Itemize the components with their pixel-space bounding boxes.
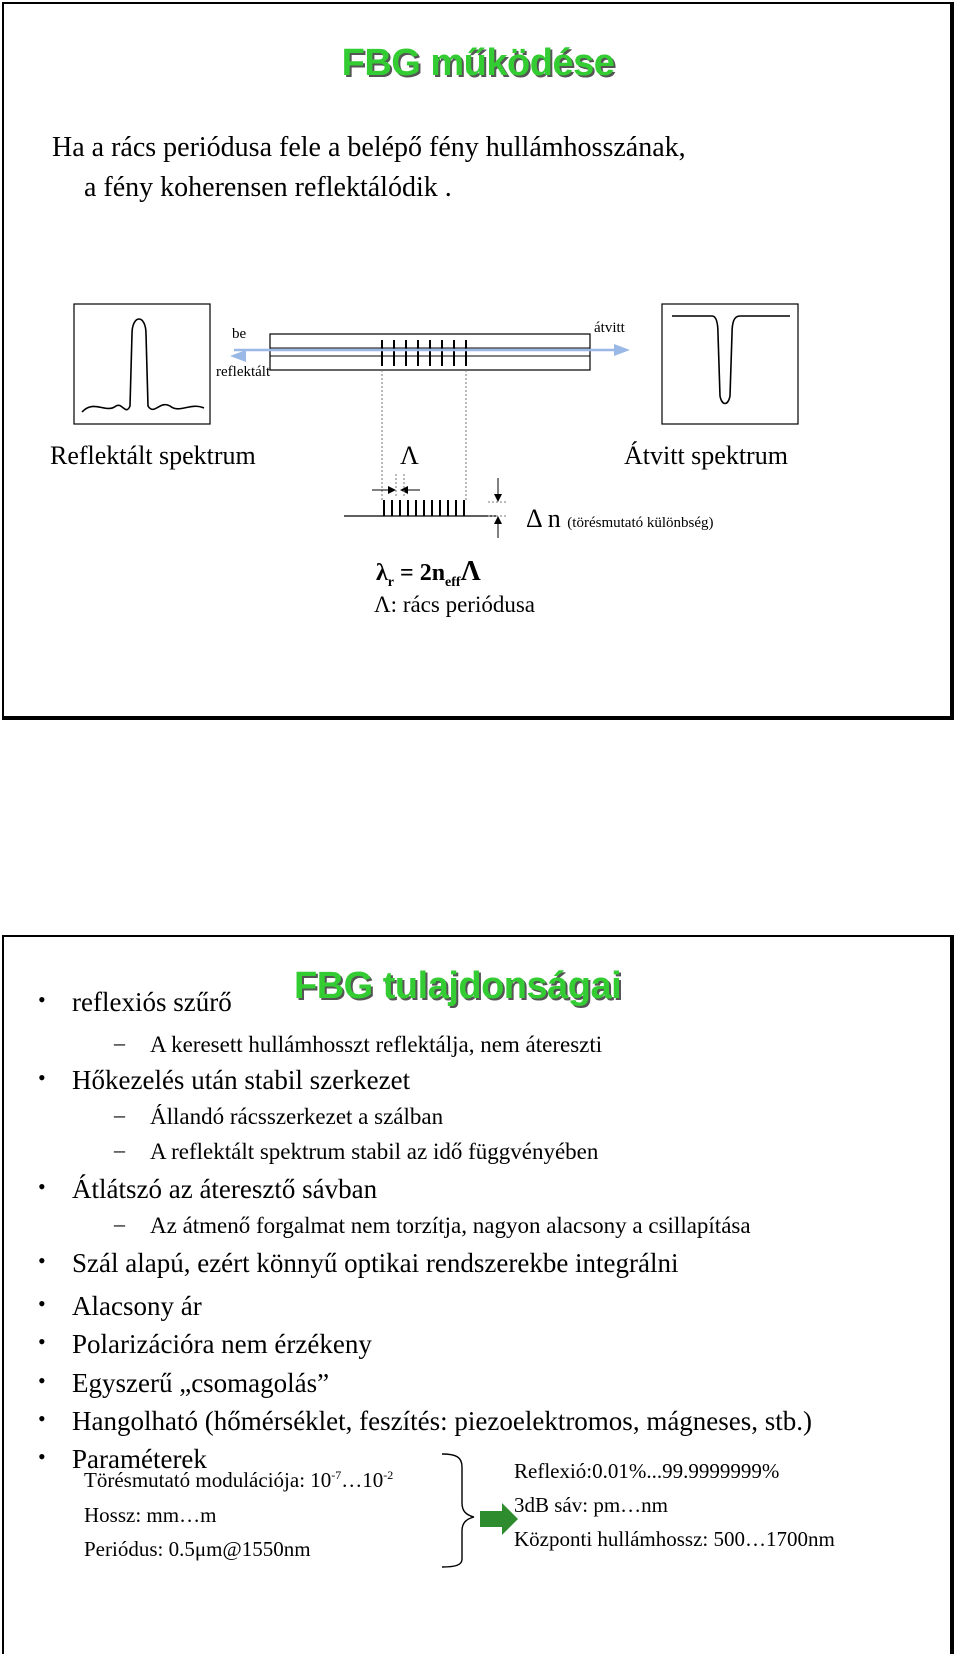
- slide-fbg-operation: [2, 2, 954, 720]
- item-text: Hőkezelés után stabil szerkezet: [72, 1065, 411, 1095]
- bullet-marker: •: [38, 1406, 46, 1431]
- param-period: Periódus: 0.5μm@1550nm: [84, 1537, 311, 1561]
- delta-n-note: (törésmutató különbség): [567, 515, 714, 531]
- curly-brace: [442, 1454, 474, 1567]
- transmitted-spectrum-label: Átvitt spektrum: [624, 441, 788, 470]
- item-text: Alacsony ár: [72, 1291, 202, 1321]
- param-modulation: Törésmutató modulációja: $10^{-7}\dots 10^{-2}$: [84, 1468, 394, 1492]
- dash-marker: –: [114, 1211, 125, 1236]
- label-transmitted: átvitt: [594, 320, 625, 336]
- dash-marker: –: [114, 1102, 125, 1127]
- formula-caption: Λ: rács periódusa: [374, 592, 536, 617]
- item-text: A keresett hullámhosszt reflektálja, nem átereszti: [150, 1032, 603, 1057]
- delta-n-arrow-up: [494, 516, 502, 524]
- slide2-title: FBG tulajdonságai: [294, 965, 622, 1007]
- period-symbol: Λ: [400, 441, 419, 470]
- transmitted-spectrum-box: [662, 304, 798, 424]
- param-bandwidth: 3dB sáv: pm…nm: [514, 1493, 669, 1517]
- bullet-marker: •: [38, 1065, 46, 1090]
- grating-detail-teeth: [384, 500, 464, 516]
- reflected-arrowhead: [230, 350, 246, 362]
- item-text: reflexiós szűrő: [72, 987, 232, 1017]
- dash-marker: –: [114, 1137, 125, 1162]
- item-text: Állandó rácsszerkezet a szálban: [150, 1104, 444, 1129]
- bullet-marker: •: [38, 1291, 46, 1316]
- delta-n-label: [526, 504, 714, 534]
- param-length: Hossz: mm…m: [84, 1503, 217, 1527]
- label-in: be: [232, 326, 247, 342]
- green-arrow-body: [480, 1511, 502, 1527]
- item-text: Paraméterek: [72, 1444, 207, 1474]
- param-center-wavelength: Központi hullámhossz: 500…1700nm: [514, 1527, 835, 1551]
- item-text: Az átmenő forgalmat nem torzítja, nagyon alacsony a csillapítása: [150, 1213, 751, 1238]
- bragg-formula: $\lambda_r = 2n_{eff}\Lambda$: [376, 556, 481, 590]
- delta-n-arrow-down: [494, 494, 502, 502]
- bullet-marker: •: [38, 1368, 46, 1393]
- bullet-marker: •: [38, 987, 46, 1012]
- delta-n-symbol: Δ n: [526, 504, 561, 533]
- slide-fbg-properties: [2, 935, 954, 1654]
- bullet-marker: •: [38, 1248, 46, 1273]
- slide1-title: FBG működése: [341, 42, 615, 84]
- transmitted-arrowhead: [614, 344, 630, 356]
- label-reflected: reflektált: [216, 364, 271, 380]
- bullet-marker: •: [38, 1174, 46, 1199]
- item-text: A reflektált spektrum stabil az idő függvényében: [150, 1139, 599, 1164]
- item-text: Átlátszó az áteresztő sávban: [72, 1174, 378, 1204]
- item-text: Egyszerű „csomagolás”: [72, 1368, 330, 1398]
- bullet-marker: •: [38, 1329, 46, 1354]
- item-text: Szál alapú, ezért könnyű optikai rendszerekbe integrálni: [72, 1248, 679, 1278]
- param-reflection: Reflexió:0.01%...99.9999999%: [514, 1459, 780, 1483]
- intro-line-1: Ha a rács periódusa fele a belépő fény hullámhosszának,: [52, 132, 686, 163]
- period-arrow-left: [388, 486, 396, 494]
- item-text: Hangolható (hőmérséklet, feszítés: piezoelektromos, mágneses, stb.): [72, 1406, 813, 1436]
- reflected-spectrum-label: Reflektált spektrum: [50, 441, 256, 470]
- item-text: Polarizációra nem érzékeny: [72, 1329, 372, 1359]
- dash-marker: –: [114, 1030, 125, 1055]
- bullet-marker: •: [38, 1444, 46, 1469]
- intro-line-2: a fény koherensen reflektálódik .: [84, 172, 452, 203]
